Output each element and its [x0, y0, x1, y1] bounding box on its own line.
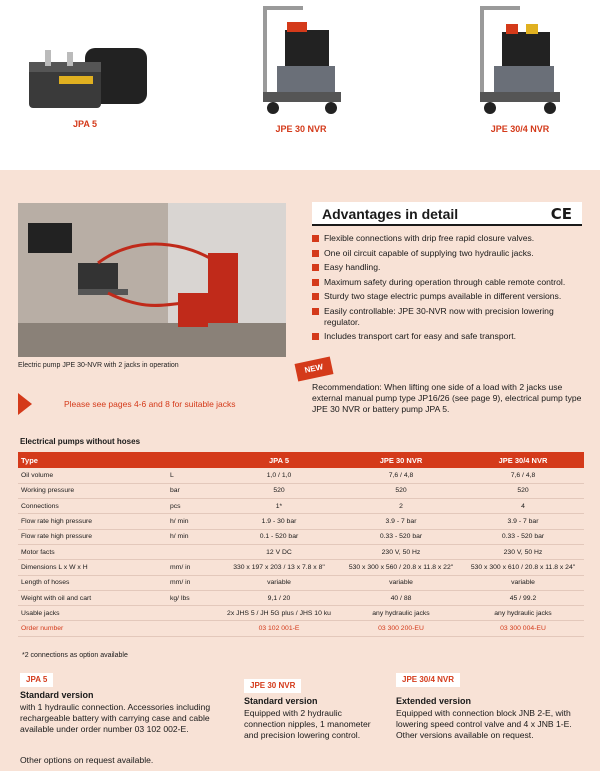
arrow-icon	[18, 393, 32, 415]
table-row	[18, 499, 584, 514]
table-cell: 2	[340, 499, 462, 514]
table-cell: any hydraulic jacks	[340, 606, 462, 621]
column-header: JPA 5	[218, 452, 340, 468]
table-cell: Flow rate high pressure	[18, 514, 168, 529]
column-header	[168, 452, 218, 468]
version-title: Standard version	[20, 690, 94, 700]
table-cell: 330 x 197 x 203 / 13 x 7.8 x 8"	[218, 560, 340, 575]
list-item: Includes transport cart for easy and safe transport.	[312, 331, 584, 342]
table-cell	[168, 606, 218, 621]
table-row	[18, 468, 584, 483]
column-header: JPE 30 NVR	[340, 452, 462, 468]
advantages-list	[312, 233, 584, 346]
table-cell: 230 V, 50 Hz	[340, 544, 462, 559]
version-text: Equipped with 2 hydraulic connection nipples, 1 manometer and precision lowering control.	[244, 708, 371, 740]
version-tag: JPE 30 NVR	[244, 679, 301, 693]
table-cell: 7,6 / 4,8	[462, 468, 584, 483]
table-cell: 530 x 300 x 610 / 20.8 x 11.8 x 24"	[462, 560, 584, 575]
table-cell: variable	[462, 575, 584, 590]
product-image-jpa5	[23, 40, 148, 115]
table-cell: 3.9 - 7 bar	[462, 514, 584, 529]
table-cell: 0.33 - 520 bar	[340, 529, 462, 544]
table-row	[18, 606, 584, 621]
see-pages-note: Please see pages 4-6 and 8 for suitable jacks	[64, 399, 236, 409]
table-cell: 3.9 - 7 bar	[340, 514, 462, 529]
table-cell: 03 102 001-E	[218, 621, 340, 636]
recommendation: Recommendation: When lifting one side of a load with 2 jacks use external manual pump type JP16/26 (see page 9), electrical pump type JPE 30 NVR or battery pump JPA 5.	[312, 382, 582, 414]
table-cell: Dimensions L x W x H	[18, 560, 168, 575]
product-jpa5	[20, 40, 150, 129]
table-cell: mm/ in	[168, 560, 218, 575]
table-cell: 520	[462, 483, 584, 498]
table-cell: Working pressure	[18, 483, 168, 498]
product-label: JPE 30 NVR	[275, 124, 327, 134]
table-header-row	[18, 452, 584, 468]
table-cell: 12 V DC	[218, 544, 340, 559]
table-cell: 40 / 88	[340, 590, 462, 605]
column-header: JPE 30/4 NVR	[462, 452, 584, 468]
table-cell: variable	[340, 575, 462, 590]
table-cell: 1.9 - 30 bar	[218, 514, 340, 529]
version-text: Equipped with connection block JNB 2-E, with lowering speed control valve and 4 x JNB 1-E. Other versions available on request.	[396, 708, 572, 740]
table-cell: 230 V, 50 Hz	[462, 544, 584, 559]
advantages-title: Advantages in detail	[322, 206, 459, 222]
table-row	[18, 529, 584, 544]
list-item: Sturdy two stage electric pumps available in different versions.	[312, 291, 584, 302]
table-cell: 0.1 - 520 bar	[218, 529, 340, 544]
product-strip	[0, 0, 600, 170]
table-cell: 1*	[218, 499, 340, 514]
table-footnote: *2 connections as option available	[22, 652, 128, 659]
table-cell: kg/ lbs	[168, 590, 218, 605]
version-tag: JPE 30/4 NVR	[396, 673, 460, 687]
version-text: with 1 hydraulic connection. Accessories including rechargeable battery with carrying case and cable available under order number 03 102 002-E.	[20, 702, 211, 734]
spec-table	[18, 452, 584, 637]
table-row	[18, 590, 584, 605]
table-cell: 530 x 300 x 560 / 20.8 x 11.8 x 22"	[340, 560, 462, 575]
table-cell: 0.33 - 520 bar	[462, 529, 584, 544]
product-label: JPE 30/4 NVR	[490, 124, 550, 134]
table-cell: Connections	[18, 499, 168, 514]
table-cell: 03 300 004-EU	[462, 621, 584, 636]
list-item: One oil circuit capable of supplying two hydraulic jacks.	[312, 248, 584, 259]
table-cell	[168, 544, 218, 559]
photo-caption: Electric pump JPE 30-NVR with 2 jacks in operation	[18, 362, 179, 369]
product-image-jpe30nvr	[255, 0, 347, 120]
table-row	[18, 575, 584, 590]
table-row	[18, 483, 584, 498]
table-row	[18, 560, 584, 575]
table-cell: 520	[340, 483, 462, 498]
table-row	[18, 514, 584, 529]
table-cell: Order number	[18, 621, 168, 636]
table-title: Electrical pumps without hoses	[20, 437, 141, 446]
list-item: Easily controllable: JPE 30-NVR now with precision lowering regulator.	[312, 306, 584, 328]
table-cell: bar	[168, 483, 218, 498]
table-cell: Length of hoses	[18, 575, 168, 590]
table-cell: L	[168, 468, 218, 483]
table-row	[18, 544, 584, 559]
version-title: Extended version	[396, 696, 472, 706]
list-item: Flexible connections with drip free rapid closure valves.	[312, 233, 584, 244]
product-label: JPA 5	[72, 119, 97, 129]
table-cell: 2x JHS 5 / JH 5G plus / JHS 10 ku	[218, 606, 340, 621]
table-body	[18, 468, 584, 636]
table-cell: 1,0 / 1,0	[218, 468, 340, 483]
table-cell: any hydraulic jacks	[462, 606, 584, 621]
table-cell: Oil volume	[18, 468, 168, 483]
table-cell: variable	[218, 575, 340, 590]
product-jpe30nvr	[252, 0, 350, 134]
table-cell: 45 / 99.2	[462, 590, 584, 605]
advantages-header	[312, 202, 582, 226]
other-options: Other options on request available.	[20, 755, 154, 765]
version-tag: JPA 5	[20, 673, 53, 687]
table-cell: Flow rate high pressure	[18, 529, 168, 544]
table-cell: Weight with oil and cart	[18, 590, 168, 605]
table-cell: Motor facts	[18, 544, 168, 559]
product-image-jpe304nvr	[472, 0, 568, 120]
table-row	[18, 621, 584, 636]
table-cell: Usable jacks	[18, 606, 168, 621]
table-cell: 9,1 / 20	[218, 590, 340, 605]
table-cell: pcs	[168, 499, 218, 514]
table-cell: 7,6 / 4,8	[340, 468, 462, 483]
product-jpe304nvr	[470, 0, 570, 134]
operation-photo	[18, 203, 286, 357]
table-cell	[168, 621, 218, 636]
table-cell: 4	[462, 499, 584, 514]
table-cell: 520	[218, 483, 340, 498]
ce-mark: CE	[550, 205, 572, 223]
version-title: Standard version	[244, 696, 318, 706]
table-cell: 03 300 200-EU	[340, 621, 462, 636]
list-item: Easy handling.	[312, 262, 584, 273]
table-cell: mm/ in	[168, 575, 218, 590]
table-cell: h/ min	[168, 529, 218, 544]
table-cell: h/ min	[168, 514, 218, 529]
list-item: Maximum safety during operation through cable remote control.	[312, 277, 584, 288]
new-badge: NEW	[295, 356, 334, 381]
column-header: Type	[18, 452, 168, 468]
